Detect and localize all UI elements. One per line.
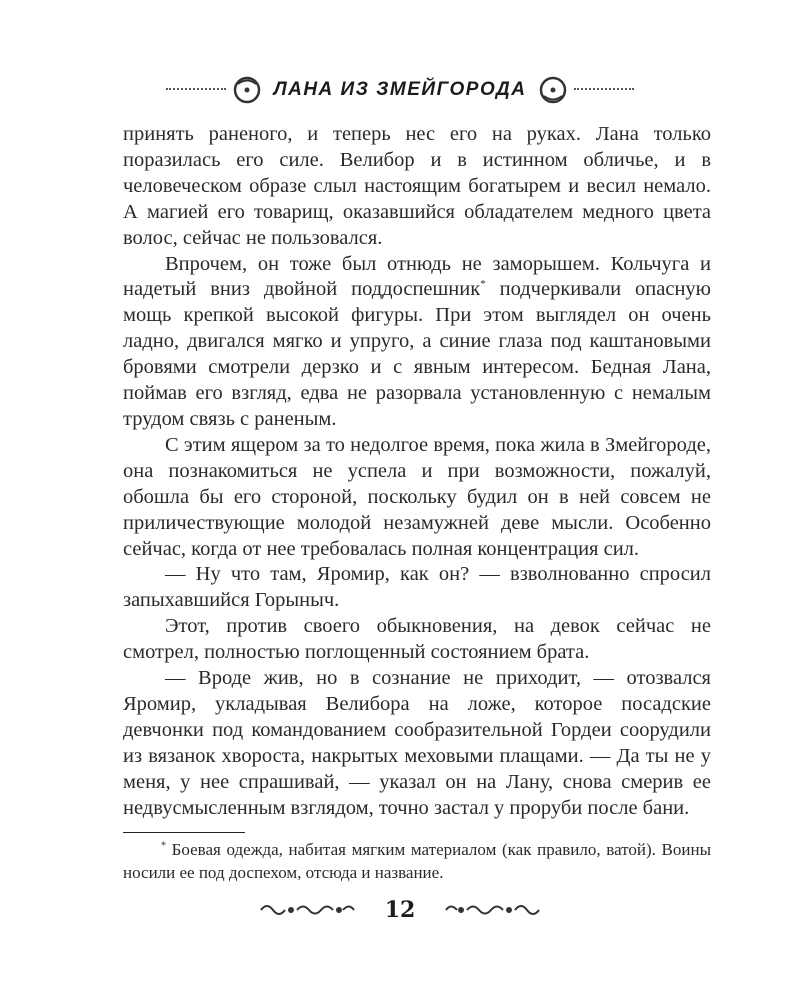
- paragraph-text: Впрочем, он тоже был отнюдь не заморышем. Кольчуга и надетый вниз двойной поддоспешник: [123, 252, 711, 301]
- running-header: [0, 72, 800, 108]
- paragraph: — Ну что там, Яромир, как он? — взволнованно спросил запыхавшийся Горыныч.: [123, 563, 711, 612]
- paragraph-text: подчеркивали опасную мощь крепкой высокой фигуры. При этом выглядел он очень ладно, двигался мягко и упруго, а синие глаза под каштановыми бровями смотрели дерзко и с явным интересом. Бедная Лана, поймав его взгляд, едва не разорвала установленную с немалым трудом связь с раненым.: [123, 278, 711, 430]
- footnote-marker: *: [480, 278, 486, 291]
- page-number: 12: [384, 897, 416, 923]
- swirl-ornament-icon: [232, 75, 262, 105]
- header-dotted-rule-right: [574, 88, 634, 92]
- footnote-rule: [123, 832, 245, 833]
- running-title: ЛАНА ИЗ ЗМЕЙГОРОДА: [273, 79, 527, 100]
- paragraph: С этим ящером за то недолгое время, пока жила в Змейгороде, она познакомиться не успела и при возможности, пожалуй, обошла бы его стороной, поскольку будил он в ней совсем не приличествующие молодой незамужней деве мысли. Особенно сейчас, когда от нее требовалась полная концентрация сил.: [123, 433, 711, 560]
- paragraph: — Вроде жив, но в сознание не приходит, — отозвался Яромир, укладывая Велибора на ложе, которое посадские девчонки под командованием сообразительной Гордеи соорудили из вязанок хвороста, накрытых меховыми плащами. — Да ты не у меня, у нее спрашивай, — указал он на Лану, снова смерив ее недвусмысленным взглядом, точно застал у проруби после бани.: [123, 667, 711, 819]
- header-dotted-rule-left: [166, 88, 226, 92]
- paragraph: [123, 252, 711, 433]
- footnote-text: Боевая одежда, набитая мягким материалом (как правило, ватой). Воины носили ее под доспехом, отсюда и название.: [123, 840, 711, 882]
- main-text: [123, 122, 711, 821]
- paragraph: Этот, против своего обыкновения, на девок сейчас не смотрел, полностью поглощенный состоянием брата.: [123, 615, 711, 664]
- footnote-mark: *: [161, 840, 166, 852]
- flourish-ornament-icon: [257, 900, 357, 920]
- flourish-ornament-icon: [443, 900, 543, 920]
- footnote: [123, 838, 711, 884]
- paragraph: принять раненого, и теперь нес его на руках. Лана только поразилась его силе. Велибор и в истинном обличье, и в человеческом образе слыл настоящим богатырем и весил немало. А магией его товарищ, оказавшийся обладателем медного цвета волос, сейчас не пользовался.: [123, 123, 711, 249]
- page-footer: [0, 892, 800, 928]
- swirl-ornament-icon: [538, 75, 568, 105]
